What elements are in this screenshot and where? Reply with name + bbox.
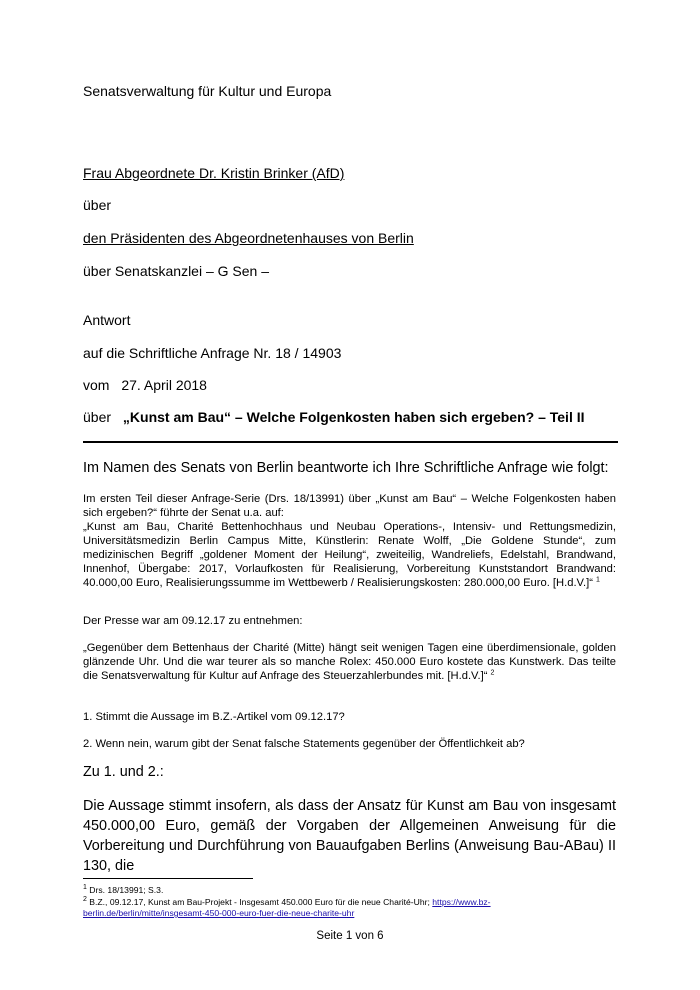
footnote-1 [83,885,616,896]
question-2: 2. Wenn nein, warum gibt der Senat falsche Statements gegenüber der Öffentlichkeit ab? [83,738,525,750]
quote-press-text: „Gegenüber dem Bettenhaus der Charité (Mitte) hängt seit wenigen Tagen eine überdimensionale, golden glänzende Uhr. Und die war teurer als so manche Rolex: 450.000 Euro kostete das Kunstwerk. Das teilte die Senatsverwaltung für Kultur auf Anfrage des Steuerzahlerbundes mit. [H.d.V.]“ [83,642,616,683]
quote-press [83,641,616,683]
footnote-2-link-part2[interactable]: berlin.de/berlin/mitte/insgesamt-450-000-euro-fuer-die-neue-charite-uhr [83,908,355,918]
via-label-1: über [83,197,112,213]
subject-prefix: über [83,409,112,425]
quote-senate-text: „Kunst am Bau, Charité Bettenhochhaus und Neubau Operations-, Intensiv- und Rettungsmedizin, Universitätsmedizin Berlin Campus Mitte, Künstlerin: Renate Wolff, „Die Goldene Stunde“, zum medizinischen Begriff „goldener Moment der Heilung“, zweiteilig, Wandreliefs, Edelstahl, Brandwand, Innenhof, Übergabe: 2017, Vorlaufkosten für Realisierung, Vorbereitung Kunststandort Brandwand: 40.000,00 Euro, Realisierungssumme im Wettbewerb / Realisierungskosten: 280.000,00 Euro. [H.d.V.]“ [83,521,616,590]
footnote-1-number: 1 [83,884,87,892]
date-line [83,377,207,394]
department-name: Senatsverwaltung für Kultur und Europa [83,83,332,99]
date-prefix: vom [83,377,110,393]
paragraph-intro: Im ersten Teil dieser Anfrage-Serie (Drs. 18/13991) über „Kunst am Bau“ – Welche Folgenkosten haben sich ergeben?“ führte der Senat u.a. auf: [83,493,616,520]
footnote-ref-2: 2 [490,669,495,677]
quote-senate [83,520,616,590]
footnote-ref-1: 1 [596,576,600,584]
addressee: Frau Abgeordnete Dr. Kristin Brinker (AfD) [83,165,345,181]
subject-line [83,409,585,426]
answer-text: Die Aussage stimmt insofern, als dass der Ansatz für Kunst am Bau von insgesamt 450.000,00 Euro, gemäß der Vorgaben der Allgemeinen Anweisung für die Vorbereitung und Durchführung von Bauaufgaben Berlins (Anweisung Bau-ABau) II 130, die [83,798,616,874]
inquiry-number: auf die Schriftliche Anfrage Nr. 18 / 14903 [83,345,342,361]
separator-line [83,441,618,443]
footnote-2-link-part1[interactable]: https://www.bz- [432,897,491,907]
footnote-2-text: B.Z., 09.12.17, Kunst am Bau-Projekt - Insgesamt 450.000 Euro für die neue Charité-Uhr; [89,897,430,907]
footnote-2-number: 2 [83,896,87,904]
footnote-2 [83,897,616,919]
footnote-1-text: Drs. 18/13991; S.3. [89,885,164,895]
via-senate-chancellery: über Senatskanzlei – G Sen – [83,263,270,279]
answer-heading: Zu 1. und 2.: [83,764,164,780]
page-number: Seite 1 von 6 [316,930,384,942]
intro-text: Im Namen des Senats von Berlin beantworte ich Ihre Schriftliche Anfrage wie folgt: [83,460,609,476]
footnote-separator [83,878,253,879]
press-intro: Der Presse war am 09.12.17 zu entnehmen: [83,615,303,627]
subject-title: „Kunst am Bau“ – Welche Folgenkosten haben sich ergeben? – Teil II [122,409,585,425]
answer-label: Antwort [83,312,131,328]
date-value: 27. April 2018 [121,377,207,393]
president-line: den Präsidenten des Abgeordnetenhauses von Berlin [83,230,414,246]
question-1: 1. Stimmt die Aussage im B.Z.-Artikel vom 09.12.17? [83,711,345,723]
